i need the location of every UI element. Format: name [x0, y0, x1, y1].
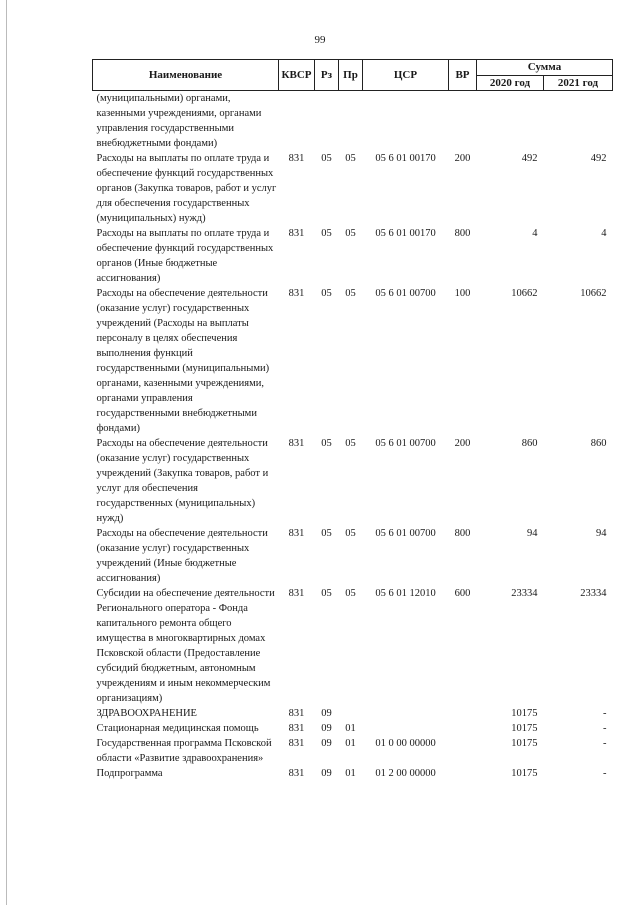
cell-kvsr: 831: [288, 528, 305, 539]
cell-2021: -: [603, 768, 607, 779]
cell-2020: 10175: [511, 768, 538, 779]
cell-csr: [363, 721, 449, 736]
cell-2021: 10662: [580, 288, 607, 299]
table-header: [93, 60, 613, 91]
cell-kvsr: 831: [288, 228, 305, 239]
cell-rz: 09: [321, 723, 332, 734]
cell-pr: 01: [345, 723, 356, 734]
cell-kvsr: 831: [288, 438, 305, 449]
header-rz: Рз: [315, 60, 339, 91]
header-csr: ЦСР: [363, 60, 449, 91]
cell-2020: 860: [521, 438, 538, 449]
cell-csr: 05 6 01 12010: [375, 588, 436, 599]
cell-2021: [544, 91, 613, 152]
table-row: [93, 151, 613, 226]
cell-rz: 05: [321, 528, 332, 539]
cell-2021: -: [603, 723, 607, 734]
table-body: [93, 91, 613, 782]
cell-csr: 01 0 00 00000: [375, 738, 436, 749]
cell-csr: 05 6 01 00170: [375, 153, 436, 164]
cell-kvsr: 831: [288, 588, 305, 599]
cell-2020: 10175: [511, 723, 538, 734]
cell-2020: 4: [532, 228, 538, 239]
cell-name: Государственная программа Псковской области «Развитие здравоохранения»: [96, 738, 272, 764]
cell-rz: 05: [321, 588, 332, 599]
cell-2020: 492: [521, 153, 538, 164]
cell-vr: 200: [454, 153, 471, 164]
cell-pr: 05: [345, 588, 356, 599]
cell-name: ЗДРАВООХРАНЕНИЕ: [96, 708, 197, 719]
cell-name: Расходы на обеспечение деятельности (оказание услуг) государственных учреждений (Закупка товаров, работ и услуг для обеспечения государственных (муниципальных) нужд): [96, 438, 269, 524]
cell-2021: 860: [590, 438, 607, 449]
cell-name: Стационарная медицинская помощь: [96, 723, 259, 734]
cell-csr: 05 6 01 00700: [375, 288, 436, 299]
table-row: [93, 736, 613, 766]
cell-kvsr: 831: [288, 723, 305, 734]
cell-rz: 09: [321, 738, 332, 749]
header-name: Наименование: [93, 60, 279, 91]
header-pr: Пр: [339, 60, 363, 91]
cell-name: Субсидии на обеспечение деятельности Регионального оператора - Фонда капитального ремонта общего имущества в многоквартирных домах Псковской области (Предоставление субсидий бюджетным, автономным учреждениям и иным некоммерческим организациям): [96, 588, 275, 704]
cell-csr: [363, 91, 449, 152]
header-kvsr: КВСР: [279, 60, 315, 91]
header-2021: 2021 год: [544, 75, 613, 91]
cell-name: Расходы на обеспечение деятельности (оказание услуг) государственных учреждений (Иные бюджетные ассигнования): [96, 528, 268, 584]
scan-edge-left: [6, 0, 7, 905]
cell-2020: [477, 91, 544, 152]
cell-2021: 23334: [580, 588, 607, 599]
cell-kvsr: 831: [288, 288, 305, 299]
cell-csr: 05 6 01 00700: [375, 438, 436, 449]
cell-2021: 94: [596, 528, 607, 539]
cell-2021: -: [603, 708, 607, 719]
cell-pr: 01: [345, 738, 356, 749]
cell-name: (муниципальными) органами, казенными учреждениями, органами управления государственными внебюджетными фондами): [96, 93, 262, 149]
cell-kvsr: 831: [288, 708, 305, 719]
cell-2021: -: [603, 738, 607, 749]
cell-name: Расходы на обеспечение деятельности (оказание услуг) государственных учреждений (Расходы на выплаты персоналу в целях обеспечения выполнения функций государственными (муниципальными) органами, казенными учреждениями, органами управления государственными внебюджетными фондами): [96, 288, 270, 434]
cell-vr: [449, 736, 477, 766]
cell-pr: 05: [345, 528, 356, 539]
cell-vr: [449, 706, 477, 721]
cell-pr: 01: [345, 768, 356, 779]
cell-rz: [315, 91, 339, 152]
table-row: [93, 721, 613, 736]
table-row: [93, 526, 613, 586]
cell-csr: 05 6 01 00700: [375, 528, 436, 539]
cell-rz: 05: [321, 153, 332, 164]
cell-vr: 800: [454, 528, 471, 539]
table-row: [93, 706, 613, 721]
budget-table: [92, 59, 613, 781]
cell-rz: 05: [321, 228, 332, 239]
cell-rz: 05: [321, 438, 332, 449]
cell-csr: 05 6 01 00170: [375, 228, 436, 239]
cell-name: Подпрограмма: [96, 768, 163, 779]
cell-vr: 100: [454, 288, 471, 299]
cell-pr: [339, 91, 363, 152]
table-row: [93, 226, 613, 286]
cell-kvsr: 831: [288, 153, 305, 164]
cell-vr: 800: [454, 228, 471, 239]
cell-2021: 492: [590, 153, 607, 164]
cell-rz: 05: [321, 288, 332, 299]
cell-vr: 600: [454, 588, 471, 599]
header-vr: ВР: [449, 60, 477, 91]
page-number: 99: [314, 34, 326, 46]
cell-2020: 10662: [511, 288, 538, 299]
cell-2020: 23334: [511, 588, 538, 599]
cell-pr: 05: [345, 438, 356, 449]
cell-kvsr: 831: [288, 738, 305, 749]
header-2020: 2020 год: [477, 75, 544, 91]
cell-pr: 05: [345, 228, 356, 239]
cell-kvsr: [279, 91, 315, 152]
cell-csr: 01 2 00 00000: [375, 768, 436, 779]
cell-vr: 200: [454, 438, 471, 449]
cell-csr: [363, 706, 449, 721]
header-sum: Сумма: [477, 60, 613, 76]
cell-2020: 94: [527, 528, 538, 539]
cell-vr: [449, 766, 477, 781]
cell-vr: [449, 91, 477, 152]
table-row: [93, 436, 613, 526]
cell-name: Расходы на выплаты по оплате труда и обеспечение функций государственных органов (Закупка товаров, работ и услуг для обеспечения государственных (муниципальных) нужд): [96, 153, 277, 224]
cell-name: Расходы на выплаты по оплате труда и обеспечение функций государственных органов (Иные бюджетные ассигнования): [96, 228, 274, 284]
cell-2021: 4: [601, 228, 607, 239]
cell-2020: 10175: [511, 708, 538, 719]
cell-pr: [339, 706, 363, 721]
cell-vr: [449, 721, 477, 736]
cell-2020: 10175: [511, 738, 538, 749]
table-row: [93, 766, 613, 781]
cell-pr: 05: [345, 153, 356, 164]
cell-rz: 09: [321, 768, 332, 779]
table-row: [93, 586, 613, 706]
table-row: [93, 286, 613, 436]
cell-pr: 05: [345, 288, 356, 299]
cell-kvsr: 831: [288, 768, 305, 779]
cell-rz: 09: [321, 708, 332, 719]
table-row: [93, 91, 613, 152]
